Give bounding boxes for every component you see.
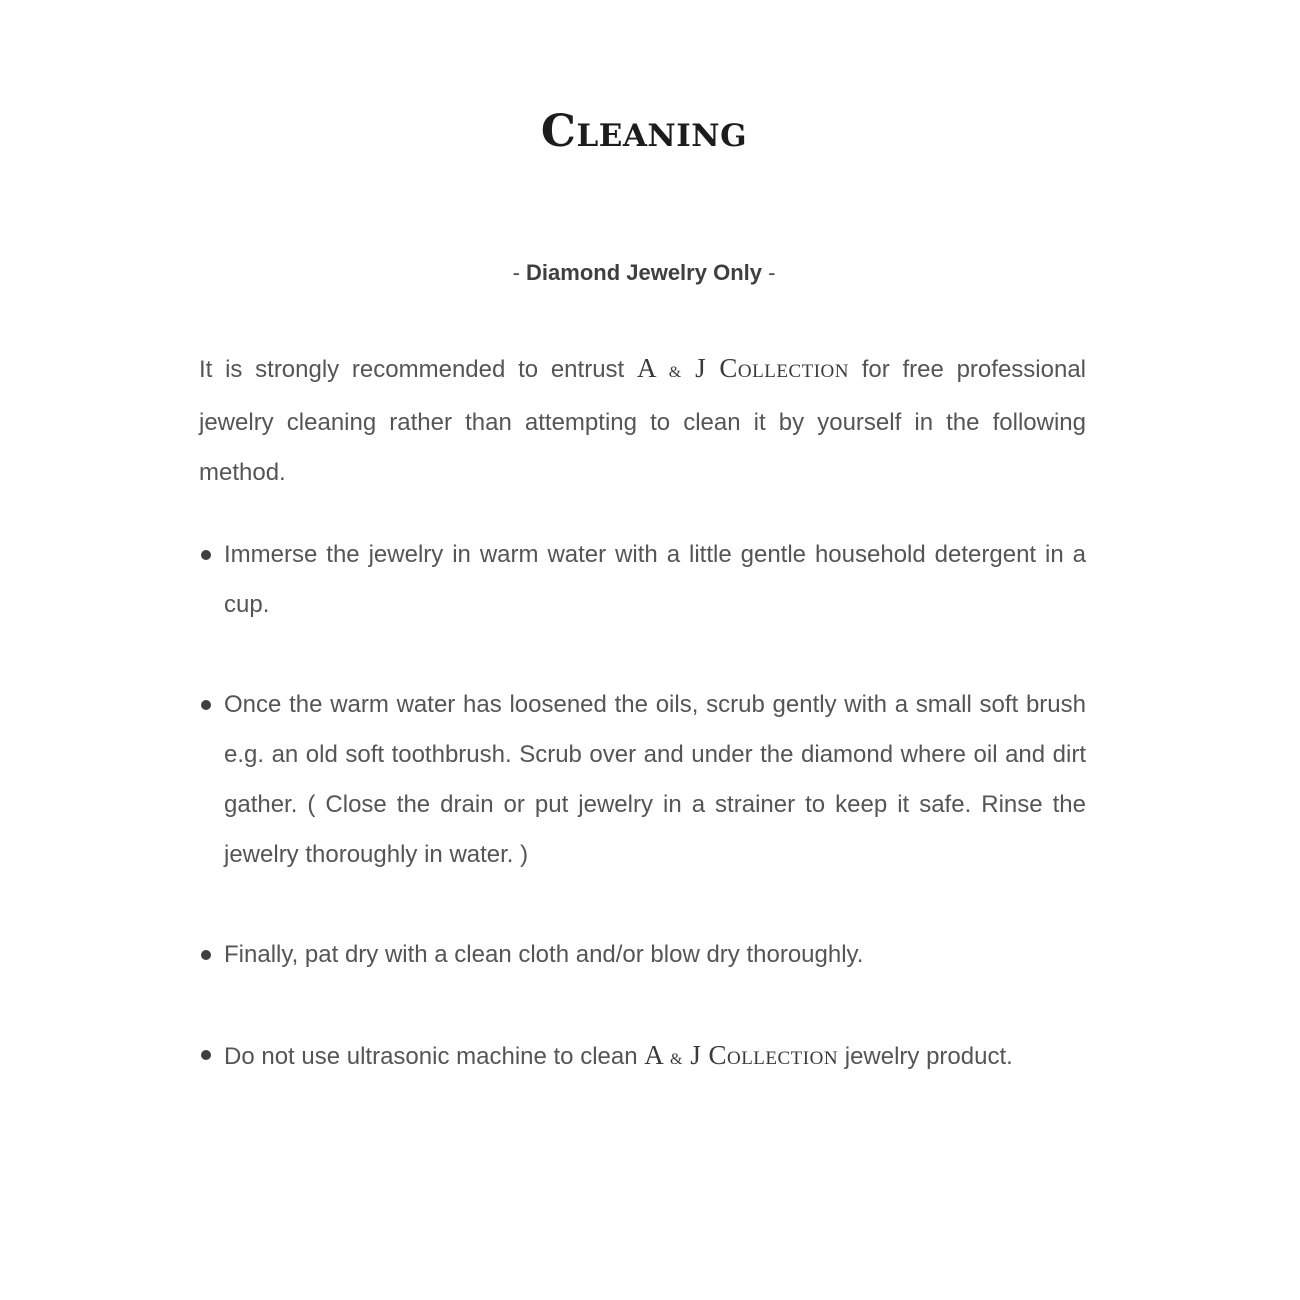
list-item-text: Finally, pat dry with a clean cloth and/or blow dry thoroughly. — [224, 941, 864, 968]
list-item-text: Once the warm water has loosened the oils, scrub gently with a small soft brush e.g. an old soft toothbrush. Scrub over and under the diamond where oil and dirt gather. ( Close the drain or put jewelry in a strainer to keep it safe. Rinse the jewelry thoroughly in water. ) — [224, 691, 1086, 868]
page-title: Cleaning — [540, 106, 748, 157]
bullet-dot-icon — [201, 1050, 211, 1060]
brand-part-1: A — [644, 1040, 670, 1070]
brand-part-2: J Collection — [681, 353, 849, 383]
list-item — [199, 930, 1086, 980]
list-item-text-end: jewelry product. — [838, 1043, 1013, 1070]
list-item-text — [224, 1030, 1086, 1085]
subtitle — [0, 258, 1288, 288]
list-item — [199, 1030, 1086, 1085]
brand-name — [637, 353, 849, 383]
brand-name — [644, 1040, 838, 1070]
subtitle-suffix: - — [761, 260, 776, 285]
bullet-dot-icon — [201, 550, 211, 560]
brand-part-2: J Collection — [682, 1040, 839, 1070]
bullet-dot-icon — [201, 700, 211, 710]
brand-ampersand: & — [670, 1051, 683, 1068]
brand-ampersand: & — [668, 364, 682, 381]
intro-paragraph — [199, 343, 1086, 498]
list-item — [199, 530, 1086, 630]
intro-text-start: It is strongly recommended to entrust — [199, 356, 637, 383]
list-item-text: Immerse the jewelry in warm water with a little gentle household detergent in a cup. — [224, 541, 1086, 618]
subtitle-prefix: - — [512, 260, 527, 285]
cleaning-steps-list — [199, 530, 1086, 1135]
subtitle-text: Diamond Jewelry Only — [526, 260, 762, 285]
bullet-dot-icon — [201, 950, 211, 960]
brand-part-1: A — [636, 353, 669, 383]
intro-text-end: for free professional jewelry cleaning rather than attempting to clean it by yourself in the following method. — [199, 356, 1086, 486]
list-item-text-start: Do not use ultrasonic machine to clean — [224, 1043, 645, 1070]
list-item — [199, 680, 1086, 880]
